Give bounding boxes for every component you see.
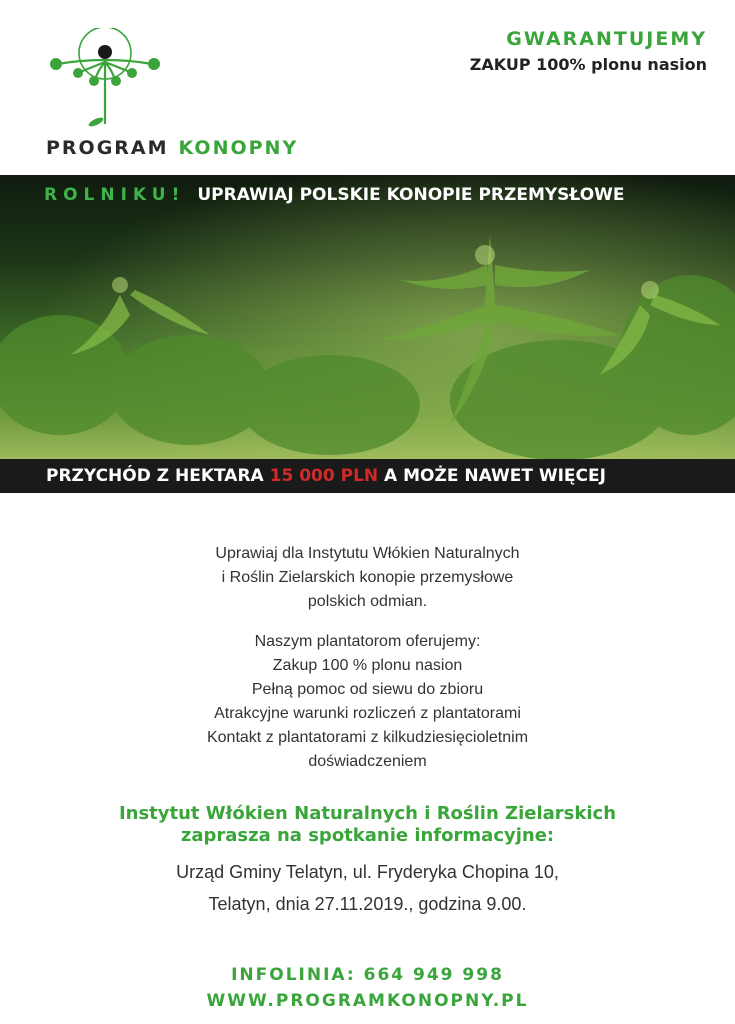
hero-slogan: UPRAWIAJ POLSKIE KONOPIE PRZEMYSŁOWE (197, 185, 625, 205)
logo-plant-icon (40, 28, 170, 128)
program-title (46, 137, 298, 159)
meeting-address: Urząd Gminy Telatyn, ul. Fryderyka Chopina 10, (176, 862, 559, 882)
intro-paragraph (0, 542, 735, 614)
revenue-text-after: A MOŻE NAWET WIĘCEJ (378, 466, 606, 486)
guarantee-text: ZAKUP 100% plonu nasion (469, 55, 707, 74)
offer-item: Zakup 100 % plonu nasion (272, 657, 463, 674)
guarantee-block (470, 28, 707, 74)
farmer-callout: ROLNIKU! (44, 185, 186, 205)
meeting-date: Telatyn, dnia 27.11.2019., godzina 9.00. (208, 894, 527, 914)
offer-item: doświadczeniem (308, 753, 427, 770)
infoline: INFOLINIA: 664 949 998 (231, 965, 504, 985)
meeting-details (0, 856, 735, 920)
invitation-line-2: zaprasza na spotkanie informacyjne: (180, 825, 555, 846)
intro-line: polskich odmian. (307, 593, 428, 610)
offer-item: Kontakt z plantatorami z kilkudziesięcioletnim (206, 729, 529, 746)
revenue-text-before: PRZYCHÓD Z HEKTARA (46, 466, 270, 486)
website-link[interactable]: WWW.PROGRAMKONOPNY.PL (206, 991, 529, 1011)
intro-line: Uprawiaj dla Instytutu Włókien Naturalnych (215, 545, 520, 562)
offer-list (0, 630, 735, 774)
revenue-band (0, 459, 735, 493)
revenue-amount: 15 000 PLN (269, 466, 379, 486)
contact-block (0, 962, 735, 1014)
invitation-line-1: Instytut Włókien Naturalnych i Roślin Zielarskich (118, 803, 617, 824)
offer-item: Atrakcyjne warunki rozliczeń z plantatorami (214, 705, 521, 722)
hemp-leaves-illustration (0, 175, 735, 459)
intro-line: i Roślin Zielarskich konopie przemysłowe (221, 569, 514, 586)
program-label: PROGRAM (46, 137, 169, 159)
hero-headline (44, 185, 625, 205)
invitation-heading (0, 803, 735, 847)
guarantee-title: GWARANTUJEMY (506, 28, 707, 50)
hemp-plants-photo (0, 175, 735, 459)
institute-logo (40, 28, 170, 128)
offer-item: Pełną pomoc od siewu do zbioru (251, 681, 484, 698)
program-name: KONOPNY (178, 137, 299, 159)
offer-heading: Naszym plantatorom oferujemy: (254, 633, 481, 650)
